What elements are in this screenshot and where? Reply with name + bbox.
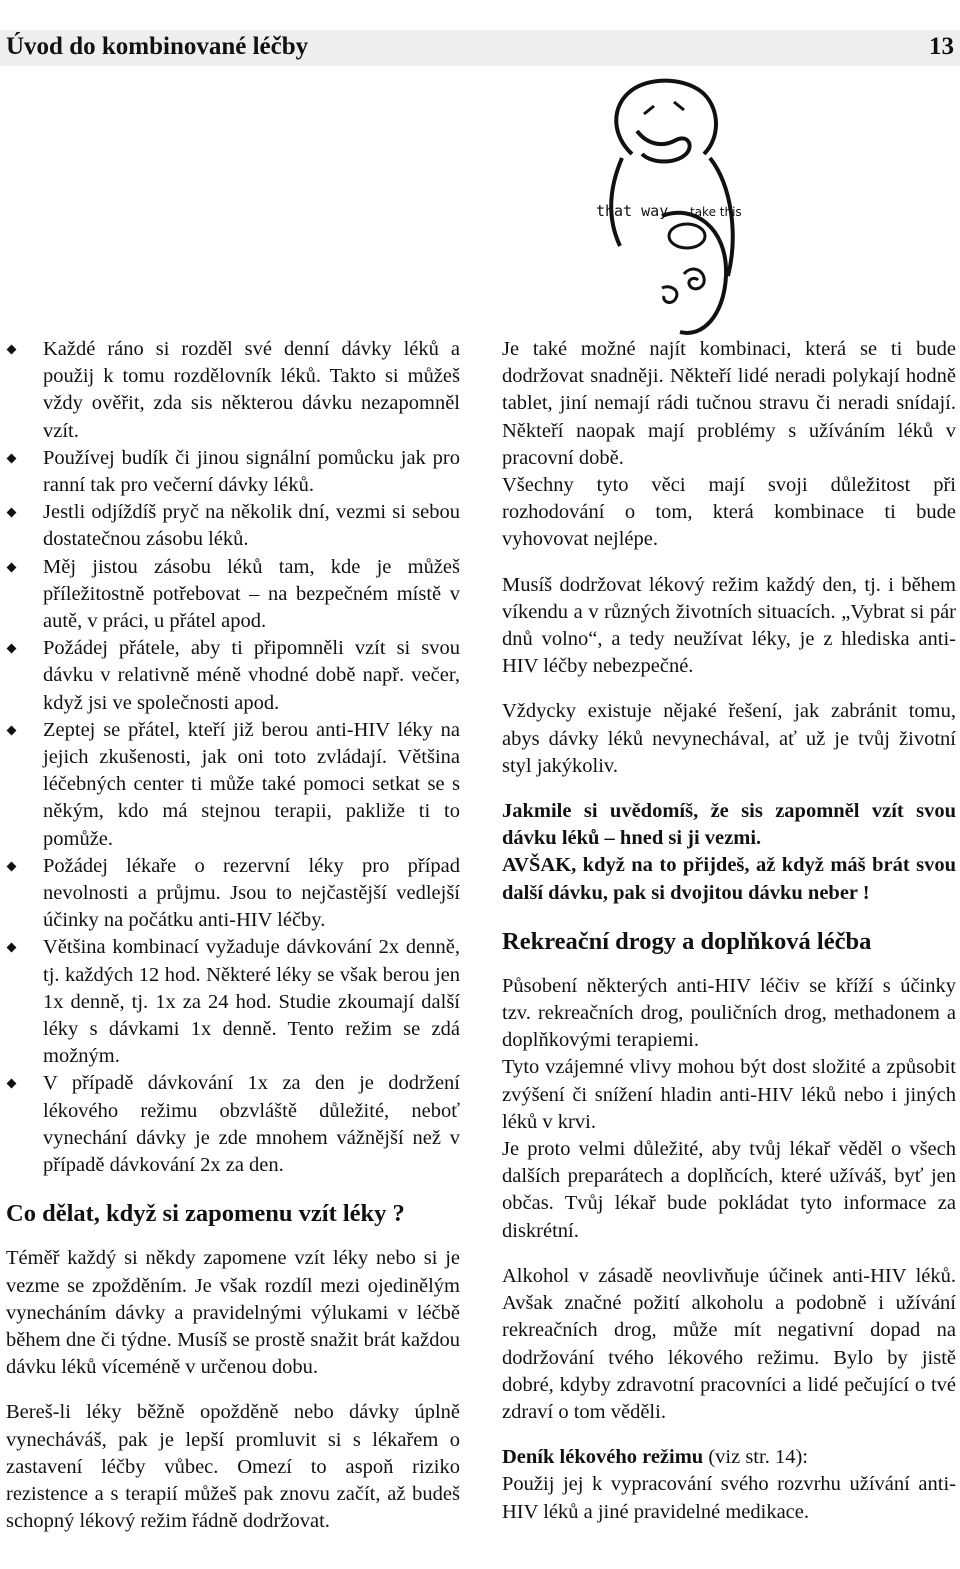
chapter-title: Úvod do kombinované léčby <box>6 33 309 60</box>
paragraph: Musíš dodržovat lékový režim každý den, tj. i během víkendu a v různých životních situacích. „Vybrat si pár dnů volno“, a tedy neužívat léky, je z hlediska anti-HIV léčby nebezpečné. <box>502 573 956 678</box>
list-item: Jestli odjíždíš pryč na několik dní, vezmi si sebou dostatečnou zásobu léků. <box>6 499 460 553</box>
warning-text: AVŠAK, když na to přijdeš, až když máš brát svou další dávku, pak si dvojitou dávku neber ! <box>502 854 956 904</box>
diamond-bullet-icon <box>7 861 17 871</box>
diary-line <box>502 1444 956 1471</box>
section-heading: Co dělat, když si zapomenu vzít léky ? <box>6 1200 405 1228</box>
right-column <box>502 336 956 1526</box>
list-item: Každé ráno si rozděl své denní dávky léků a použij k tomu rozdělovník léků. Takto si můžeš vždy ověřit, zda sis některou dávku nezapomněl vzít. <box>6 336 460 445</box>
diamond-bullet-icon <box>7 453 17 463</box>
paragraph: Téměř každý si někdy zapomene vzít léky nebo si je vezme se zpožděním. Je však rozdíl mezi ojedinělým vynecháním dávky a pravidelnými výlukami v léčbě během dne či týdne. Musíš se prostě snažit brát každou dávku léků víceméně v určenou dobu. <box>6 1247 460 1379</box>
warning-text: Jakmile si uvědomíš, že sis zapomněl vzít svou dávku léků – hned si ji vezmi. <box>502 800 956 850</box>
diamond-bullet-icon <box>7 943 17 953</box>
diamond-bullet-icon <box>7 725 17 735</box>
paragraph: Je také možné najít kombinaci, která se ti bude dodržovat snadněji. Někteří lidé neradi polykají hodně tablet, jiní nemají rádi tučnou stravu či neradi snídají. Někteří naopak mají problémy s užíváním léků v pracovní době. <box>502 338 956 469</box>
page-header <box>0 30 960 66</box>
diamond-bullet-icon <box>7 508 17 518</box>
diamond-bullet-icon <box>7 644 17 654</box>
caption-left: that way <box>596 202 669 220</box>
diamond-bullet-icon <box>7 345 17 355</box>
list-item: Měj jistou zásobu léků tam, kde je můžeš příležitostně potřebovat – na bezpečném místě v autě, v práci, u přátel apod. <box>6 554 460 636</box>
diary-label: Deník lékového režimu <box>502 1446 704 1469</box>
paragraph: Působení některých anti-HIV léčiv se kříží s účinky tzv. rekreačních drog, pouličních drog, methadonem a doplňkovými terapiemi. <box>502 974 956 1052</box>
paragraph: Tyto vzájemné vlivy mohou být dost složité a způsobit zvýšení či snížení hladin anti-HIV léků nebo i jiných léků v krvi. <box>502 1056 956 1133</box>
paragraph: Všechny tyto věci mají svoji důležitost při rozhodování o tom, která kombinace ti bude vyhovovat nejlépe. <box>502 474 956 551</box>
diamond-bullet-icon <box>7 1079 17 1089</box>
paragraph: Bereš-li léky běžně opožděně nebo dávky úplně vynecháváš, pak je lepší promluvit si s lékařem o zastavení léčby vůbec. Omezí to aspoň riziko rezistence a s terapií můžeš pak znovu začít, až budeš schopný lékový režim řádně dodržovat. <box>6 1401 460 1533</box>
left-column <box>6 336 460 1535</box>
list-item: Zeptej se přátel, kteří již berou anti-HIV léky na jejich zkušenosti, jak oni toto zvládají. Většina léčebných center ti může také pomoci setkat se s někým, kdo má stejnou terapii, pakliže ti to pomůže. <box>6 717 460 853</box>
paragraph: Vždycky existuje nějaké řešení, jak zabránit tomu, abys dávky léků nevynechával, ať už je tvůj životní styl jakýkoliv. <box>502 700 956 777</box>
list-item: Používej budík či jinou signální pomůcku jak pro ranní tak pro večerní dávky léků. <box>6 445 460 499</box>
paragraph: Použij jej k vypracování svého rozvrhu užívání anti-HIV léků a jiné pravidelné medikace. <box>502 1473 956 1523</box>
list-item: Většina kombinací vyžaduje dávkování 2x denně, tj. každých 12 hod. Některé léky se však berou jen 1x denně, tj. 1x za 24 hod. Studie zkoumají další léky s dávkami 1x denně. Tento režim se zdá možným. <box>6 934 460 1070</box>
caption-right: take this <box>690 205 742 219</box>
section-heading: Rekreační drogy a doplňková léčba <box>502 927 872 955</box>
list-item: Požádej přátele, aby ti připomněli vzít si svou dávku v relativně méně vhodné době např. večer, když jsi ve společnosti apod. <box>6 635 460 717</box>
cartoon-illustration <box>592 76 742 338</box>
diamond-bullet-icon <box>7 562 17 572</box>
page-number: 13 <box>929 33 954 60</box>
tips-list <box>6 336 460 1179</box>
list-item: V případě dávkování 1x za den je dodržení lékového režimu obzvláště důležité, neboť vynechání dávky je zde mnohem vážnější než v případě dávkování 2x za den. <box>6 1070 460 1179</box>
paragraph: Je proto velmi důležité, aby tvůj lékař věděl o všech dalších preparátech a doplňcích, které užíváš, byť jen občas. Tvůj lékař bude pokládat tyto informace za diskrétní. <box>502 1138 956 1242</box>
list-item: Požádej lékaře o rezervní léky pro případ nevolnosti a průjmu. Jsou to nejčastější vedlejší účinky na počátku anti-HIV léčby. <box>6 853 460 935</box>
paragraph: Alkohol v zásadě neovlivňuje účinek anti-HIV léků. Avšak značné požití alkoholu a podobně i užívání rekreačních drog, může mít negativní dopad na dodržování tvého lékového režimu. Bylo by jistě dobré, kdyby zdravotní pracovníci a lidé pečující o tvé zdraví o tom věděli. <box>502 1264 956 1423</box>
diary-ref: (viz str. 14): <box>703 1446 808 1469</box>
